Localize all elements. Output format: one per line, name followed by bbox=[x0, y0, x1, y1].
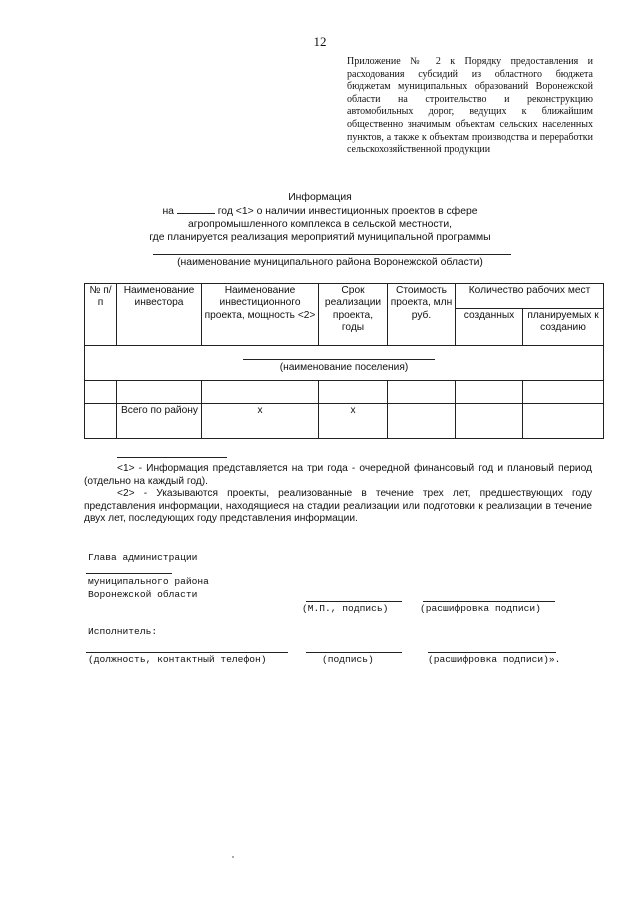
head-title-line-3: Воронежской области bbox=[88, 589, 198, 600]
empty-cell bbox=[523, 404, 604, 439]
decoding-caption-2: (расшифровка подписи)». bbox=[428, 654, 561, 665]
table-row bbox=[85, 381, 604, 404]
page-number: 12 bbox=[313, 34, 327, 49]
header-row-1 bbox=[85, 284, 604, 309]
scan-speck bbox=[232, 856, 234, 858]
empty-cell bbox=[456, 404, 523, 439]
position-phone-caption: (должность, контактный телефон) bbox=[88, 654, 267, 665]
decoding-line-2 bbox=[428, 652, 556, 653]
settlement-caption: (наименование поселения) bbox=[279, 362, 409, 373]
empty-cell bbox=[117, 381, 202, 404]
title-line-1: Информация bbox=[288, 192, 352, 203]
signature-caption: (подпись) bbox=[322, 654, 374, 665]
investment-table bbox=[84, 283, 604, 439]
decoding-line-1 bbox=[423, 601, 555, 602]
footnote-1: <1> - Информация представляется на три года - очередной финансовый год и плановый период (отдельно на каждый год). bbox=[84, 463, 592, 487]
total-row bbox=[85, 404, 604, 439]
signature-line-1 bbox=[306, 601, 402, 602]
empty-cell bbox=[456, 381, 523, 404]
head-title-line-2: муниципального района bbox=[88, 576, 209, 587]
executor-label: Исполнитель: bbox=[88, 626, 158, 637]
total-project-mark: х bbox=[202, 404, 319, 439]
appendix-heading: Приложение № 2 к Порядку предоставления и расходования субсидий из областного бюджета бюджетам муниципальных образований Воронежской области на строительство и реконструкцию автомобильных дорог, ведущих к ближайшим общественно значимым объектам сельских населенных пунктов, а также к объектам производства и переработки сельскохозяйственной продукции bbox=[347, 56, 593, 156]
header-jobs-planned: планируемых к созданию bbox=[523, 309, 604, 346]
empty-cell bbox=[388, 381, 456, 404]
header-project: Наименование инвестиционного проекта, мощность <2> bbox=[202, 284, 319, 346]
empty-cell bbox=[85, 381, 117, 404]
footnotes bbox=[84, 463, 592, 526]
footnote-divider bbox=[117, 457, 227, 458]
footnote-2: <2> - Указываются проекты, реализованные в течение трех лет, предшествующих году представления информации, находящиеся на стадии реализации или подготовки к реализации в течение двух лет, последующих году представления информации. bbox=[84, 488, 592, 525]
empty-cell bbox=[319, 381, 388, 404]
header-investor: Наименование инвестора bbox=[117, 284, 202, 346]
settlement-blank-line bbox=[243, 359, 435, 360]
header-cost: Стоимость проекта, млн руб. bbox=[388, 284, 456, 346]
empty-cell bbox=[388, 404, 456, 439]
header-jobs-created: созданных bbox=[456, 309, 523, 346]
title-line-4: где планируется реализация мероприятий муниципальной программы bbox=[149, 232, 491, 243]
decoding-caption-1: (расшифровка подписи) bbox=[420, 603, 541, 614]
empty-cell bbox=[85, 404, 117, 439]
document-title bbox=[120, 191, 520, 244]
total-term-mark: х bbox=[319, 404, 388, 439]
district-caption: (наименование муниципального района Воронежской области) bbox=[177, 257, 483, 268]
settlement-cell bbox=[85, 346, 604, 381]
total-label: Всего по району bbox=[117, 404, 202, 439]
mp-signature-caption: (М.П., подпись) bbox=[302, 603, 389, 614]
header-num: № п/п bbox=[85, 284, 117, 346]
head-blank-line bbox=[86, 573, 172, 574]
title-line-2 bbox=[120, 204, 520, 218]
settlement-row bbox=[85, 346, 604, 381]
position-line bbox=[86, 652, 288, 653]
district-blank-line bbox=[153, 254, 511, 255]
title-prefix: на bbox=[162, 206, 174, 217]
year-blank bbox=[177, 204, 215, 214]
title-suffix: год <1> о наличии инвестиционных проектов в сфере bbox=[217, 206, 478, 217]
header-term: Срок реализации проекта, годы bbox=[319, 284, 388, 346]
title-line-3: агропромышленного комплекса в сельской местности, bbox=[187, 219, 453, 230]
head-title-line-1: Глава администрации bbox=[88, 552, 198, 563]
empty-cell bbox=[202, 381, 319, 404]
empty-cell bbox=[523, 381, 604, 404]
signature-line-2 bbox=[306, 652, 402, 653]
header-jobs: Количество рабочих мест bbox=[456, 284, 604, 309]
